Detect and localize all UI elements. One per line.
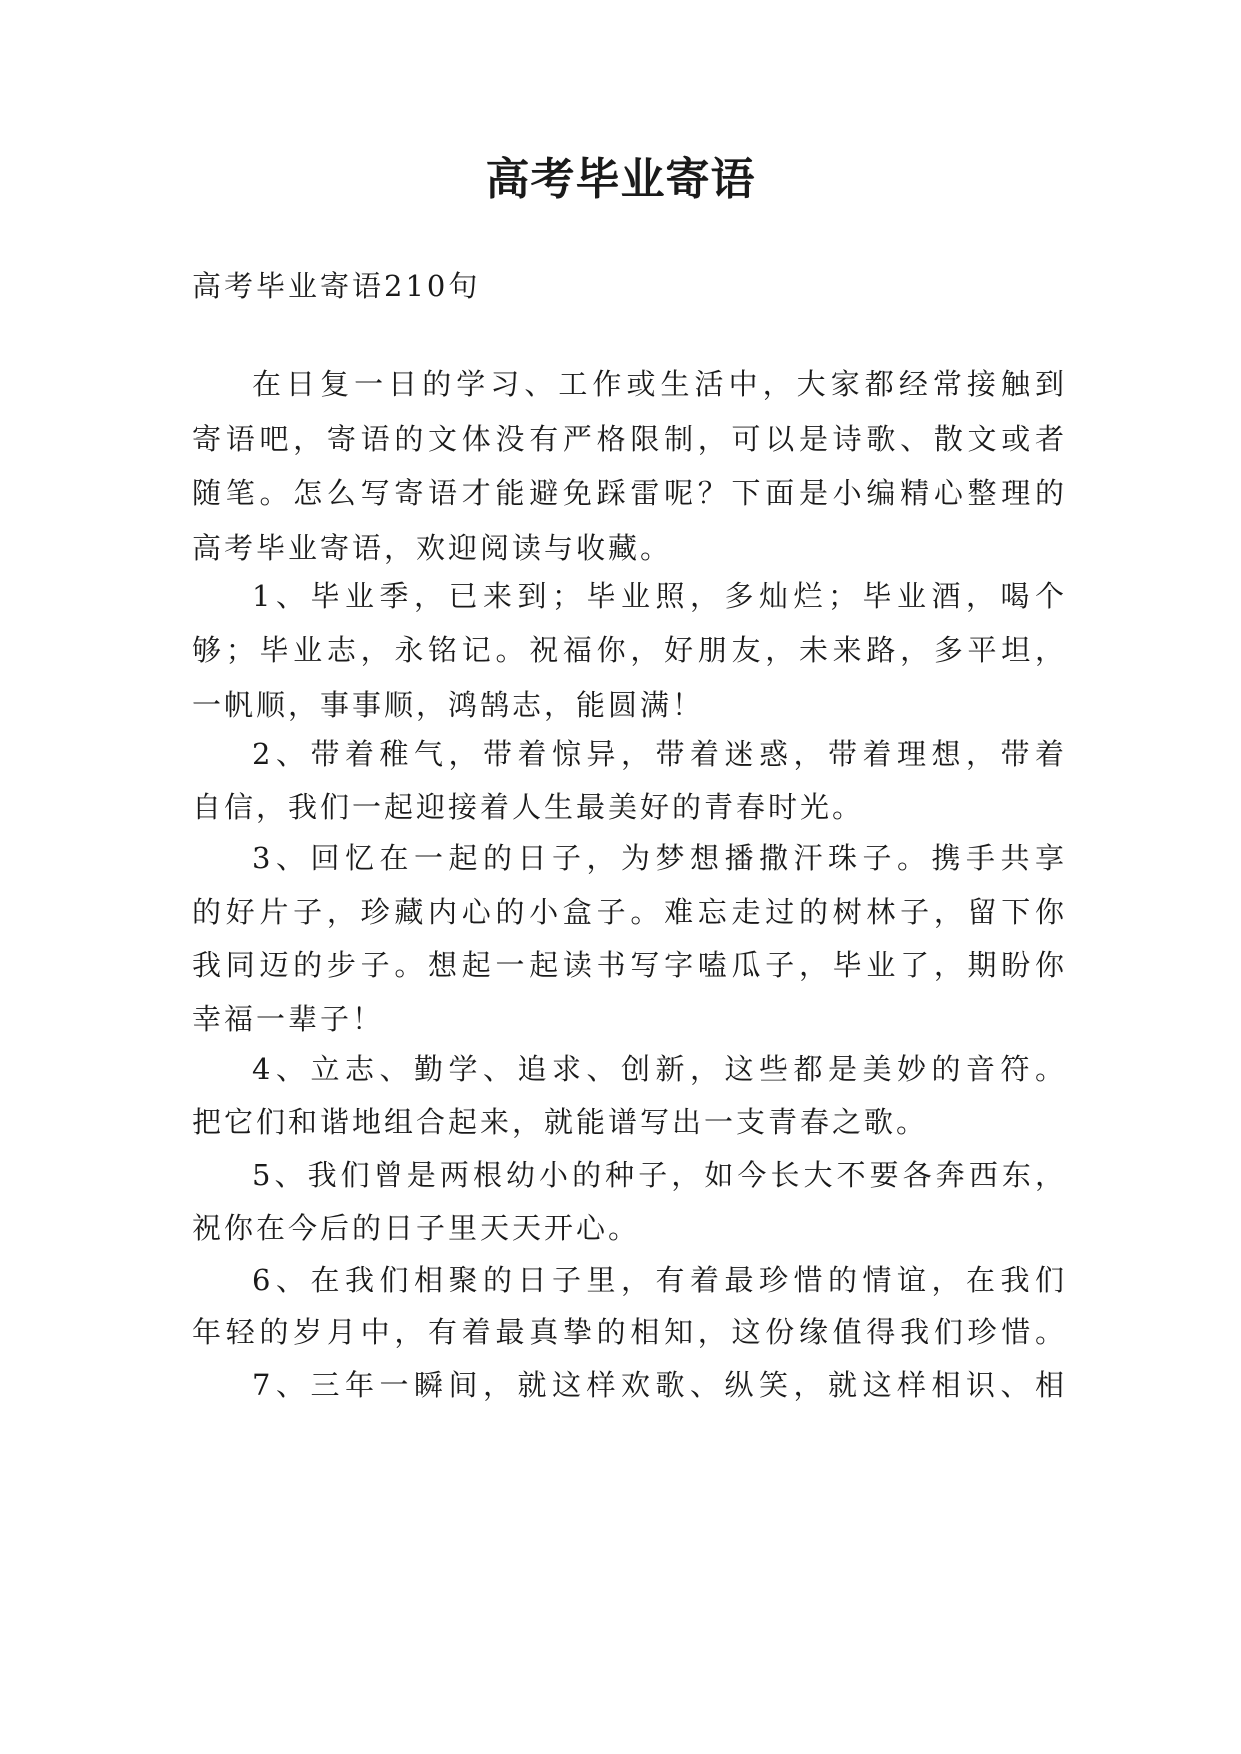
body-line: 随笔。怎么写寄语才能避免踩雷呢？下面是小编精心整理的	[192, 476, 1064, 510]
body-line: 6、在我们相聚的日子里，有着最珍惜的情谊，在我们	[252, 1263, 1064, 1297]
body-line: 5、我们曾是两根幼小的种子，如今长大不要各奔西东，	[252, 1158, 1064, 1192]
body-line: 1、毕业季，已来到；毕业照，多灿烂；毕业酒，喝个	[252, 579, 1064, 613]
body-line: 把它们和谐地组合起来，就能谱写出一支青春之歌。	[192, 1105, 929, 1139]
document-subtitle: 高考毕业寄语210句	[192, 269, 481, 303]
body-line: 高考毕业寄语，欢迎阅读与收藏。	[192, 531, 673, 565]
body-line: 寄语吧，寄语的文体没有严格限制，可以是诗歌、散文或者	[192, 422, 1064, 456]
body-line: 自信，我们一起迎接着人生最美好的青春时光。	[192, 790, 865, 824]
body-line: 够；毕业志，永铭记。祝福你，好朋友，未来路，多平坦，	[192, 633, 1064, 667]
body-line: 幸福一辈子！	[192, 1002, 385, 1036]
body-line: 3、回忆在一起的日子，为梦想播撒汗珠子。携手共享	[252, 841, 1064, 875]
body-line: 7、三年一瞬间，就这样欢歌、纵笑，就这样相识、相	[252, 1368, 1064, 1402]
body-line: 的好片子，珍藏内心的小盒子。难忘走过的树林子，留下你	[192, 895, 1064, 929]
document-title: 高考毕业寄语	[485, 154, 756, 205]
body-line: 在日复一日的学习、工作或生活中，大家都经常接触到	[252, 367, 1064, 401]
body-line: 祝你在今后的日子里天天开心。	[192, 1211, 641, 1245]
body-line: 一帆顺，事事顺，鸿鹄志，能圆满！	[192, 688, 705, 722]
body-line: 4、立志、勤学、追求、创新，这些都是美妙的音符。	[252, 1052, 1064, 1086]
body-line: 2、带着稚气，带着惊异，带着迷惑，带着理想，带着	[252, 737, 1064, 771]
body-line: 年轻的岁月中，有着最真挚的相知，这份缘值得我们珍惜。	[192, 1315, 1064, 1349]
body-line: 我同迈的步子。想起一起读书写字嗑瓜子，毕业了，期盼你	[192, 948, 1064, 982]
